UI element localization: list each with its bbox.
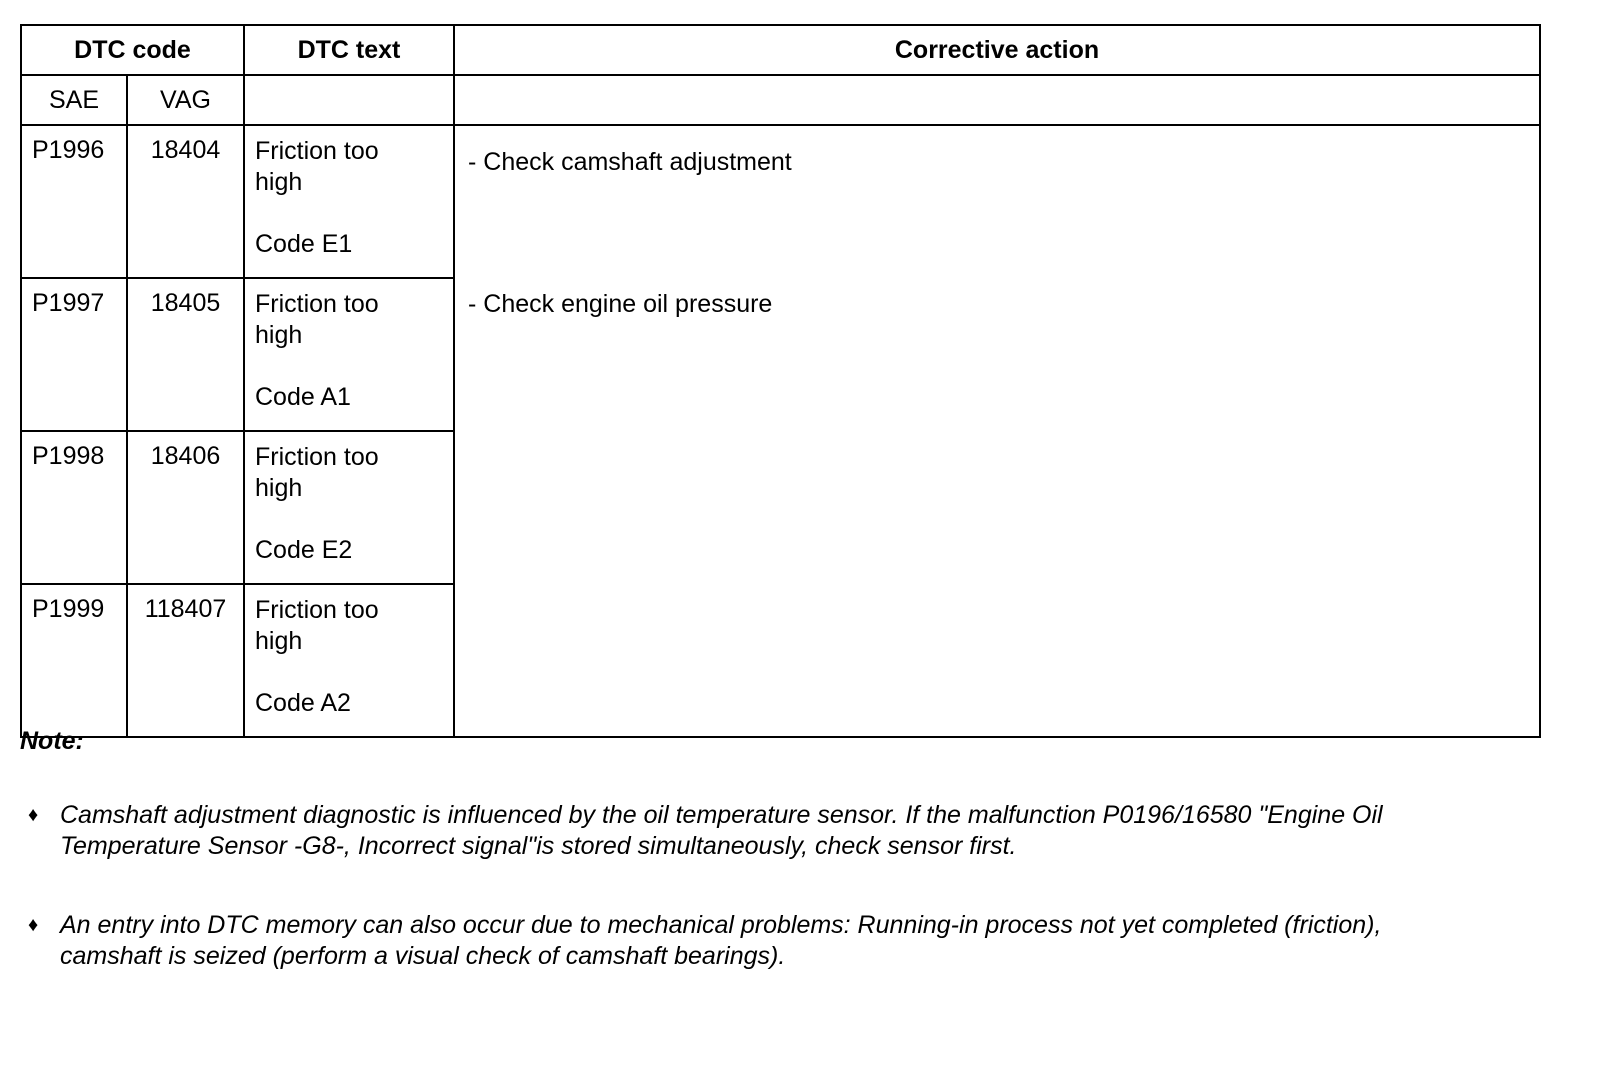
- dtc-subcode: Code A2: [255, 689, 351, 717]
- dtc-text: [244, 431, 454, 584]
- action-check-oil-pressure: - Check engine oil pressure: [468, 290, 773, 318]
- note-text-line: Temperature Sensor -G8-, Incorrect signal"is stored simultaneously, check sensor first.: [60, 832, 1017, 860]
- sae-code: P1997: [21, 278, 127, 431]
- dtc-text-line: Friction too: [255, 443, 379, 471]
- dtc-table: [20, 24, 1541, 738]
- subheader-sae: SAE: [21, 75, 127, 125]
- header-row: [21, 25, 1540, 75]
- header-corrective-action: Corrective action: [454, 25, 1540, 75]
- note-item: [28, 800, 1538, 862]
- note-text-line: Camshaft adjustment diagnostic is influenced by the oil temperature sensor. If the malfunction P0196/16580 "Engine Oil: [60, 801, 1383, 829]
- dtc-text-line: high: [255, 474, 303, 502]
- dtc-text-line: high: [255, 627, 303, 655]
- note-item: [28, 910, 1538, 972]
- diamond-bullet-icon: ♦: [28, 804, 39, 826]
- vag-code: 18405: [127, 278, 244, 431]
- table-row: [21, 125, 1540, 278]
- dtc-text: [244, 125, 454, 278]
- header-dtc-text: DTC text: [244, 25, 454, 75]
- subheader-row: [21, 75, 1540, 125]
- dtc-subcode: Code E1: [255, 230, 353, 258]
- dtc-subcode: Code A1: [255, 383, 351, 411]
- corrective-action-cell: [454, 125, 1540, 737]
- note-text-line: An entry into DTC memory can also occur due to mechanical problems: Running-in process not yet completed (friction),: [60, 911, 1382, 939]
- dtc-text-line: high: [255, 321, 303, 349]
- sae-code: P1996: [21, 125, 127, 278]
- subheader-vag: VAG: [127, 75, 244, 125]
- dtc-text-line: Friction too: [255, 137, 379, 165]
- subheader-empty: [454, 75, 1540, 125]
- dtc-text-line: Friction too: [255, 290, 379, 318]
- vag-code: 18406: [127, 431, 244, 584]
- subheader-empty: [244, 75, 454, 125]
- dtc-text-line: Friction too: [255, 596, 379, 624]
- diamond-bullet-icon: ♦: [28, 914, 39, 936]
- dtc-text: [244, 584, 454, 737]
- dtc-subcode: Code E2: [255, 536, 353, 564]
- vag-code: 118407: [127, 584, 244, 737]
- note-text-line: camshaft is seized (perform a visual check of camshaft bearings).: [60, 942, 786, 970]
- dtc-text-line: high: [255, 168, 303, 196]
- note-title: Note:: [20, 727, 84, 755]
- vag-code: 18404: [127, 125, 244, 278]
- header-dtc-code: DTC code: [21, 25, 244, 75]
- dtc-text: [244, 278, 454, 431]
- action-check-camshaft: - Check camshaft adjustment: [468, 148, 792, 176]
- sae-code: P1999: [21, 584, 127, 737]
- sae-code: P1998: [21, 431, 127, 584]
